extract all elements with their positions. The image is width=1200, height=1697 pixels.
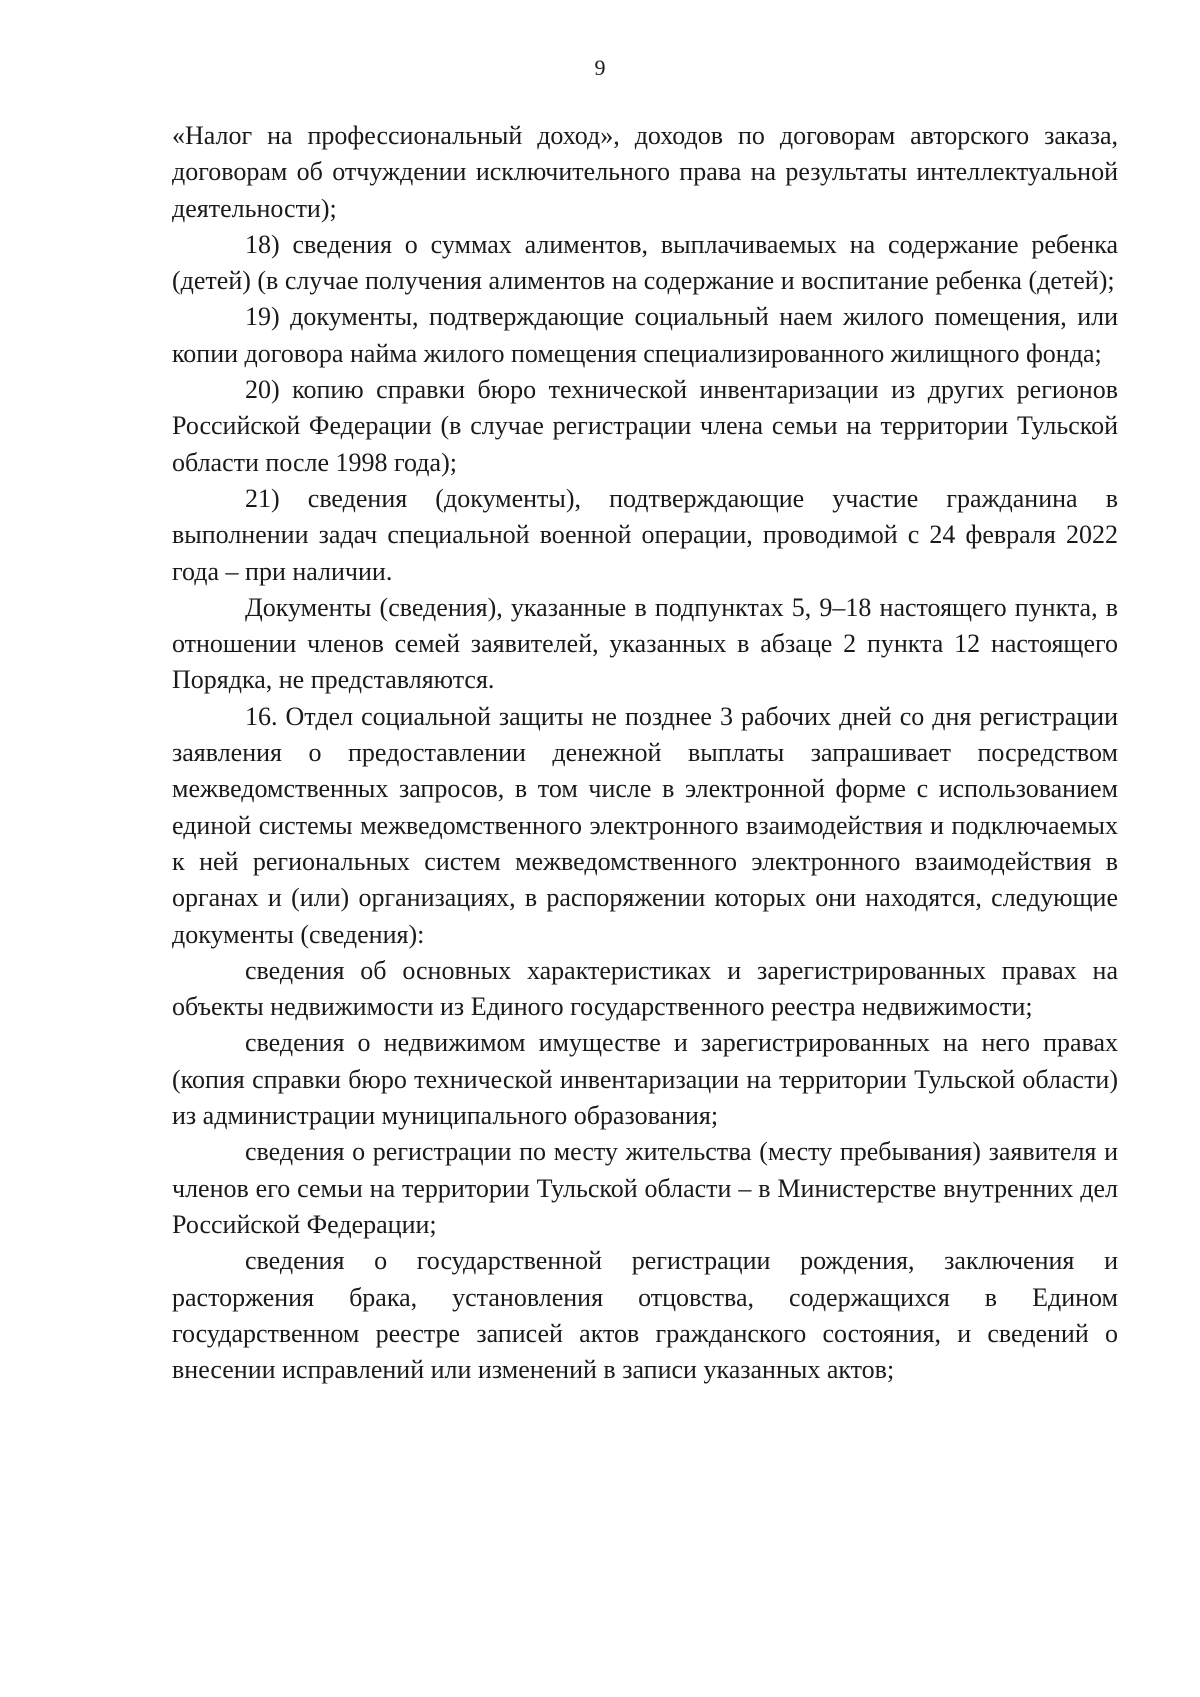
paragraph-civil-status-records: сведения о государственной регистрации рождения, заключения и расторжения брака, установления отцовства, содержащихся в Едином государственном реестре записей актов гражданского состояния, и сведений о внесении исправлений или изменений в записи указанных актов; <box>172 1246 1118 1385</box>
paragraph-section-16: 16. Отдел социальной защиты не позднее 3 рабочих дней со дня регистрации заявления о предоставлении денежной выплаты запрашивает посредством межведомственных запросов, в том числе в электронной форме с использованием единой системы межведомственного электронного взаимодействия и подключаемых к ней региональных систем межведомственного электронного взаимодействия в органах и (или) организациях, в распоряжении которых они находятся, следующие документы (сведения): <box>172 701 1118 949</box>
paragraph-item-21: 21) сведения (документы), подтверждающие участие гражданина в выполнении задач специальной военной операции, проводимой с 24 февраля 2022 года – при наличии. <box>172 483 1118 586</box>
paragraph-item-19: 19) документы, подтверждающие социальный наем жилого помещения, или копии договора найма жилого помещения специализированного жилищного фонда; <box>172 302 1118 368</box>
paragraph-continuation: «Налог на профессиональный доход», доходов по договорам авторского заказа, договорам об отчуждении исключительного права на результаты интеллектуальной деятельности); <box>172 121 1118 223</box>
paragraph-item-20: 20) копию справки бюро технической инвентаризации из других регионов Российской Федерации (в случае регистрации члена семьи на территории Тульской области после 1998 года); <box>172 375 1118 477</box>
paragraph-real-estate-registry: сведения об основных характеристиках и зарегистрированных правах на объекты недвижимости из Единого государственного реестра недвижимости; <box>172 955 1118 1022</box>
paragraph-documents-note: Документы (сведения), указанные в подпунктах 5, 9–18 настоящего пункта, в отношении членов семей заявителей, указанных в абзаце 2 пункта 12 настоящего Порядка, не представляются. <box>172 592 1118 695</box>
document-body <box>172 118 1118 1388</box>
paragraph-property-bti: сведения о недвижимом имуществе и зарегистрированных на него правах (копия справки бюро технической инвентаризации на территории Тульской области) из администрации муниципального образования; <box>172 1028 1118 1131</box>
paragraph-item-18: 18) сведения о суммах алиментов, выплачиваемых на содержание ребенка (детей) (в случае получения алиментов на содержание и воспитание ребенка (детей); <box>172 229 1118 296</box>
paragraph-residence-registration: сведения о регистрации по месту жительства (месту пребывания) заявителя и членов его семьи на территории Тульской области – в Министерстве внутренних дел Российской Федерации; <box>172 1137 1118 1239</box>
page-number: 9 <box>594 55 606 80</box>
